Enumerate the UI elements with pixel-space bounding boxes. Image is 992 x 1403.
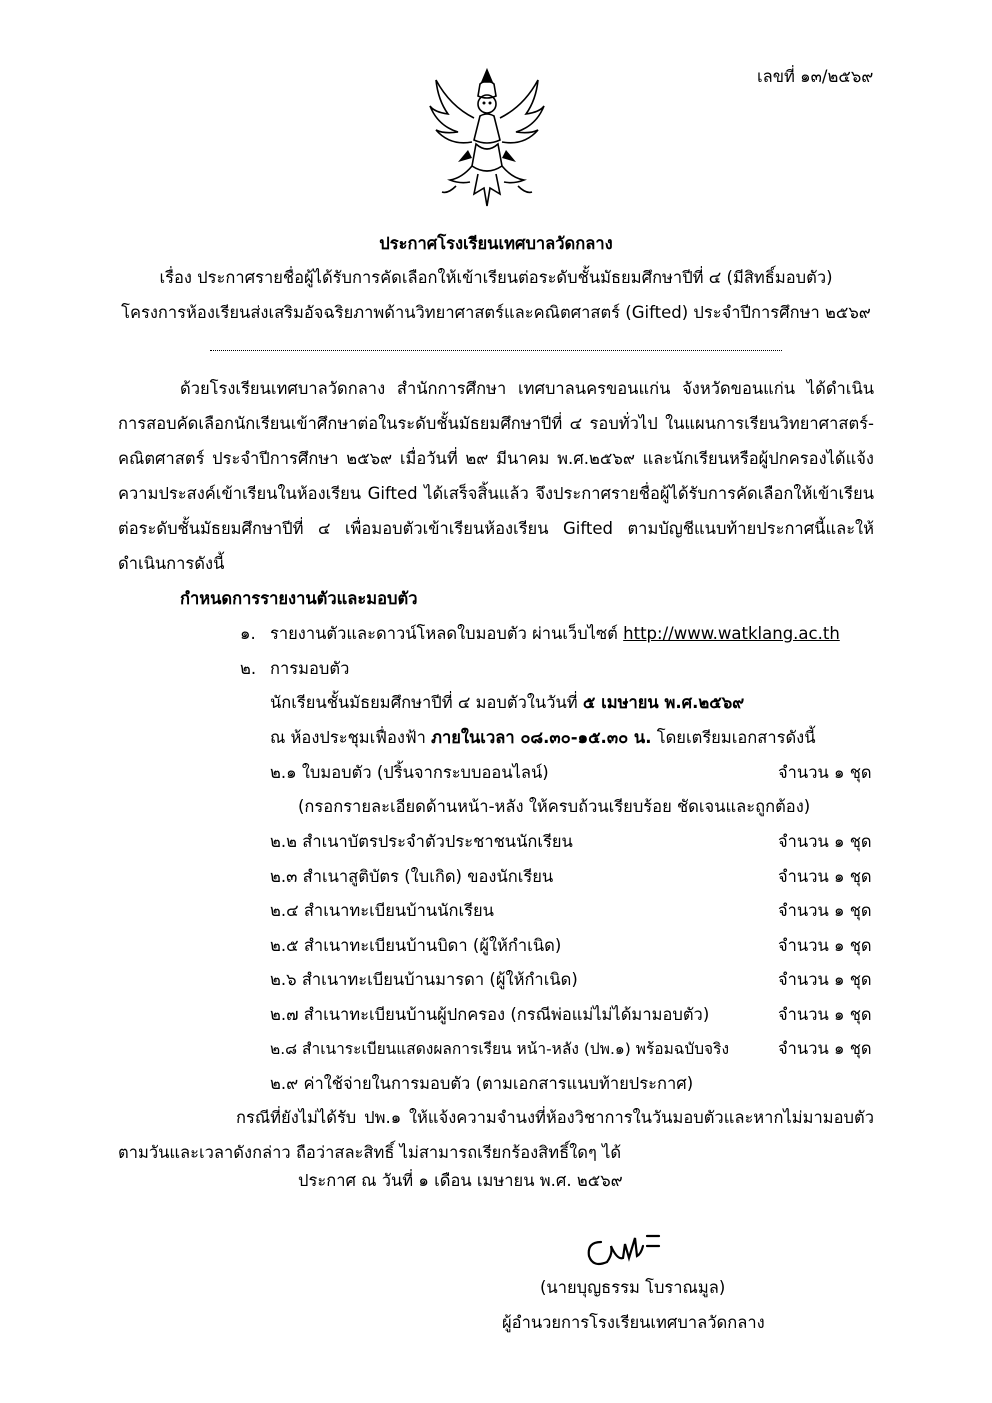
venue-suffix: โดยเตรียมเอกสารดังนี้ xyxy=(656,728,816,747)
item-2-number: ๒. xyxy=(240,659,257,678)
doc-item-qty: จำนวน ๑ ชุด xyxy=(778,832,872,851)
announce-date: ประกาศ ณ วันที่ ๑ เดือน เมษายน พ.ศ. ๒๕๖๙ xyxy=(298,1171,623,1190)
doc-item-label: ๒.๓ สำเนาสูติบัตร (ใบเกิด) ของนักเรียน xyxy=(270,867,554,886)
doc-item-qty: จำนวน ๑ ชุด xyxy=(778,763,872,782)
body-paragraph xyxy=(118,371,874,581)
item-1-number: ๑. xyxy=(240,624,256,643)
doc-item-label: ๒.๙ ค่าใช้จ่ายในการมอบตัว (ตามเอกสารแนบท้ายประกาศ) xyxy=(270,1074,694,1093)
dotted-divider xyxy=(210,340,782,351)
doc-item-qty: จำนวน ๑ ชุด xyxy=(778,867,872,886)
report-date-line xyxy=(270,690,744,716)
doc-item-label: ๒.๗ สำเนาทะเบียนบ้านผู้ปกครอง (กรณีพ่อแม่ไม่ได้มามอบตัว) xyxy=(270,1005,710,1024)
doc-item-qty: จำนวน ๑ ชุด xyxy=(778,936,872,955)
venue-line xyxy=(270,725,816,751)
project-line: โครงการห้องเรียนส่งเสริมอัจฉริยภาพด้านวิทยาศาสตร์และคณิตศาสตร์ (Gifted) ประจำปีการศึกษา ๒๕๖๙ xyxy=(121,303,871,322)
doc-item-note: (กรอกรายละเอียดด้านหน้า-หลัง ให้ครบถ้วนเรียบร้อย ชัดเจนและถูกต้อง) xyxy=(298,797,811,816)
closing-paragraph xyxy=(118,1100,874,1170)
report-date: ๕ เมษายน พ.ศ.๒๕๖๙ xyxy=(582,693,745,712)
item-2-text: การมอบตัว xyxy=(270,659,350,678)
doc-item-qty: จำนวน ๑ ชุด xyxy=(778,901,872,920)
doc-item-qty: จำนวน ๑ ชุด xyxy=(778,1039,872,1058)
doc-item-label: ๒.๔ สำเนาทะเบียนบ้านนักเรียน xyxy=(270,901,494,920)
doc-item-label: ๒.๑ ใบมอบตัว (ปริ้นจากระบบออนไลน์) xyxy=(270,763,549,782)
garuda-emblem-icon xyxy=(428,66,546,212)
signature-mark-icon xyxy=(583,1224,663,1272)
signer-name: (นายบุญธรรม โบราณมูล) xyxy=(540,1278,726,1297)
item-1-text: รายงานตัวและดาวน์โหลดใบมอบตัว ผ่านเว็บไซต์ xyxy=(270,624,618,643)
signer-position: ผู้อำนวยการโรงเรียนเทศบาลวัดกลาง xyxy=(502,1313,765,1332)
page-title: ประกาศโรงเรียนเทศบาลวัดกลาง xyxy=(379,234,613,253)
doc-item-label: ๒.๘ สำเนาระเบียนแสดงผลการเรียน หน้า-หลัง (ปพ.๑) พร้อมฉบับจริง xyxy=(270,1040,730,1058)
venue-prefix: ณ ห้องประชุมเฟื่องฟ้า xyxy=(270,728,426,747)
body-paragraph-text: ด้วยโรงเรียนเทศบาลวัดกลาง สำนักการศึกษา เทศบาลนครขอนแก่น จังหวัดขอนแก่น ได้ดำเนินการสอบคัดเลือกนักเรียนเข้าศึกษาต่อในระดับชั้นมัธยมศึกษาปีที่ ๔ รอบทั่วไป ในแผนการเรียนวิทยาศาสตร์-คณิตศาสตร์ ประจำปีการศึกษา ๒๕๖๙ เมื่อวันที่ ๒๙ มีนาคม พ.ศ.๒๕๖๙ และนักเรียนหรือผู้ปกครองได้แจ้งความประสงค์เข้าเรียนในห้องเรียน Gifted ได้เสร็จสิ้นแล้ว จึงประกาศรายชื่อผู้ได้รับการคัดเลือกให้เข้าเรียนต่อระดับชั้นมัธยมศึกษาปีที่ ๔ เพื่อมอบตัวเข้าเรียนห้องเรียน Gifted ตามบัญชีแนบท้ายประกาศนี้และให้ดำเนินการดังนี้ xyxy=(118,379,874,573)
venue-time: ภายในเวลา ๐๘.๓๐-๑๕.๓๐ น. xyxy=(431,728,652,747)
doc-item-qty: จำนวน ๑ ชุด xyxy=(778,970,872,989)
doc-item-label: ๒.๕ สำเนาทะเบียนบ้านบิดา (ผู้ให้กำเนิด) xyxy=(270,936,562,955)
report-date-prefix: นักเรียนชั้นมัธยมศึกษาปีที่ ๔ มอบตัวในวันที่ xyxy=(270,693,578,712)
subject-line: เรื่อง ประกาศรายชื่อผู้ได้รับการคัดเลือกให้เข้าเรียนต่อระดับชั้นมัธยมศึกษาปีที่ ๔ (มีสิทธิ์มอบตัว) xyxy=(159,268,833,287)
website-link[interactable]: http://www.watklang.ac.th xyxy=(623,624,840,643)
item-1 xyxy=(270,621,840,647)
doc-item-label: ๒.๖ สำเนาทะเบียนบ้านมารดา (ผู้ให้กำเนิด) xyxy=(270,970,578,989)
schedule-heading: กำหนดการรายงานตัวและมอบตัว xyxy=(180,589,418,608)
doc-item-label: ๒.๒ สำเนาบัตรประจำตัวประชาชนนักเรียน xyxy=(270,832,573,851)
closing-paragraph-text: กรณีที่ยังไม่ได้รับ ปพ.๑ ให้แจ้งความจำนงที่ห้องวิชาการในวันมอบตัวและหากไม่มามอบตัวตามวันและเวลาดังกล่าว ถือว่าสละสิทธิ์ ไม่สามารถเรียกร้องสิทธิ์ใดๆ ได้ xyxy=(118,1108,874,1162)
doc-item-qty: จำนวน ๑ ชุด xyxy=(778,1005,872,1024)
document-number: เลขที่ ๑๓/๒๕๖๙ xyxy=(757,67,874,86)
